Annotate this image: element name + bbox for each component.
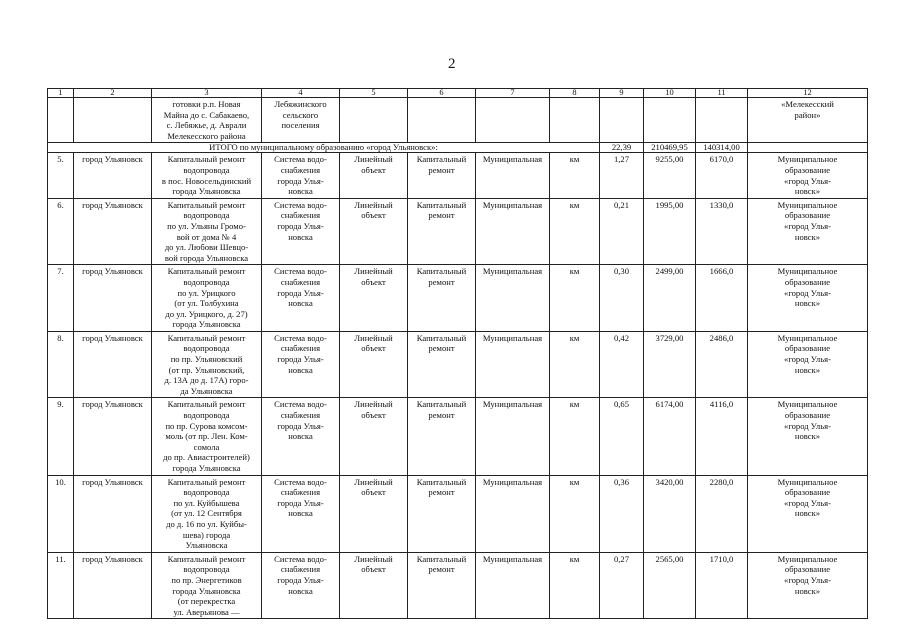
table-row — [48, 331, 868, 398]
object-name-cell: Капитальный ремонт водопровода по ул. Куйбышева (от ул. 12 Сентября до д. 16 по ул. Куйбы- шева) города Ульяновска — [152, 475, 262, 552]
unit-cell: км — [550, 265, 600, 332]
row-number-cell: 9. — [48, 398, 74, 475]
continuation-row — [48, 98, 868, 143]
table-cell — [696, 98, 748, 143]
table-row — [48, 398, 868, 475]
ownership-cell: Муниципальная — [476, 552, 550, 619]
row-number-cell: 8. — [48, 331, 74, 398]
total-length: 22,39 — [600, 143, 644, 153]
work-type-cell: Капитальный ремонт — [408, 475, 476, 552]
column-number-4: 4 — [262, 89, 340, 98]
column-number-7: 7 — [476, 89, 550, 98]
length-cell: 0,36 — [600, 475, 644, 552]
ownership-cell: Муниципальная — [476, 265, 550, 332]
unit-cell: км — [550, 398, 600, 475]
ownership-cell: Муниципальная — [476, 398, 550, 475]
system-cell: Система водо- снабжения города Улья- новска — [262, 265, 340, 332]
budget-cell: 1710,0 — [696, 552, 748, 619]
budget-cell: 1666,0 — [696, 265, 748, 332]
work-type-cell: Капитальный ремонт — [408, 398, 476, 475]
row-number-cell: 5. — [48, 153, 74, 198]
length-cell: 0,65 — [600, 398, 644, 475]
work-type-cell: Капитальный ремонт — [408, 153, 476, 198]
object-type-cell: Линейный объект — [340, 153, 408, 198]
table-row — [48, 265, 868, 332]
header-row — [48, 89, 868, 98]
city-cell: город Ульяновск — [74, 331, 152, 398]
table-cell — [340, 98, 408, 143]
ownership-cell: Муниципальная — [476, 331, 550, 398]
municipality-cell: Муниципальное образование «город Улья- новск» — [748, 398, 868, 475]
system-cell: Система водо- снабжения города Улья- новска — [262, 153, 340, 198]
system-cell: Система водо- снабжения города Улья- новска — [262, 552, 340, 619]
cost-cell: 2499,00 — [644, 265, 696, 332]
object-type-cell: Линейный объект — [340, 398, 408, 475]
work-type-cell: Капитальный ремонт — [408, 198, 476, 265]
table-cell — [48, 98, 74, 143]
budget-cell: 6170,0 — [696, 153, 748, 198]
unit-cell: км — [550, 552, 600, 619]
budget-cell: 2486,0 — [696, 331, 748, 398]
system-cell: Система водо- снабжения города Улья- новска — [262, 198, 340, 265]
column-number-3: 3 — [152, 89, 262, 98]
row-number-cell: 10. — [48, 475, 74, 552]
system-cell: Система водо- снабжения города Улья- новска — [262, 398, 340, 475]
unit-cell: км — [550, 475, 600, 552]
city-cell: город Ульяновск — [74, 475, 152, 552]
page-number: 2 — [448, 56, 456, 72]
table-cell — [408, 98, 476, 143]
total-cost: 210469,95 — [644, 143, 696, 153]
object-type-cell: Линейный объект — [340, 331, 408, 398]
system-cell: Система водо- снабжения города Улья- новска — [262, 475, 340, 552]
budget-cell: 1330,0 — [696, 198, 748, 265]
budget-cell: 2280,0 — [696, 475, 748, 552]
municipality-cell: «Мелекесский район» — [748, 98, 868, 143]
object-name-cell: Капитальный ремонт водопровода по ул. Ульяны Громо- вой от дома № 4 до ул. Любови Шевцо- вой города Ульяновска — [152, 198, 262, 265]
table-row — [48, 153, 868, 198]
row-number-cell: 7. — [48, 265, 74, 332]
object-name-cell: готовки р.п. Новая Майна до с. Сабакаево, с. Лебяжье, д. Аврали Мелекесского района — [152, 98, 262, 143]
table-cell — [550, 98, 600, 143]
total-row — [48, 143, 868, 153]
unit-cell: км — [550, 153, 600, 198]
cost-cell: 2565,00 — [644, 552, 696, 619]
municipality-cell: Муниципальное образование «город Улья- новск» — [748, 331, 868, 398]
table-row — [48, 475, 868, 552]
capital-repair-table — [47, 88, 868, 619]
column-number-6: 6 — [408, 89, 476, 98]
city-cell: город Ульяновск — [74, 552, 152, 619]
municipality-cell: Муниципальное образование «город Улья- новск» — [748, 265, 868, 332]
cost-cell: 9255,00 — [644, 153, 696, 198]
length-cell: 0,27 — [600, 552, 644, 619]
work-type-cell: Капитальный ремонт — [408, 331, 476, 398]
cost-cell: 6174,00 — [644, 398, 696, 475]
object-name-cell: Капитальный ремонт водопровода по пр. Ульяновский (от пр. Ульяновский, д. 13А до д. 17А) горо- да Ульяновска — [152, 331, 262, 398]
ownership-cell: Муниципальная — [476, 153, 550, 198]
total-cost-budget: 140314,00 — [696, 143, 748, 153]
row-number-cell: 6. — [48, 198, 74, 265]
unit-cell: км — [550, 198, 600, 265]
city-cell: город Ульяновск — [74, 153, 152, 198]
column-number-12: 12 — [748, 89, 868, 98]
object-type-cell: Линейный объект — [340, 475, 408, 552]
municipality-cell: Муниципальное образование «город Улья- новск» — [748, 475, 868, 552]
total-label: ИТОГО по муниципальному образованию «город Ульяновск»: — [48, 143, 600, 153]
object-type-cell: Линейный объект — [340, 265, 408, 332]
object-name-cell: Капитальный ремонт водопровода по пр. Энергетиков города Ульяновска (от перекрестка ул. Аверьянова — — [152, 552, 262, 619]
system-cell: Лебяжинского сельского поселения — [262, 98, 340, 143]
column-number-2: 2 — [74, 89, 152, 98]
city-cell: город Ульяновск — [74, 398, 152, 475]
budget-cell: 4116,0 — [696, 398, 748, 475]
cost-cell: 3420,00 — [644, 475, 696, 552]
table-cell — [748, 143, 868, 153]
column-number-8: 8 — [550, 89, 600, 98]
table-cell — [74, 98, 152, 143]
length-cell: 0,42 — [600, 331, 644, 398]
table-cell — [476, 98, 550, 143]
object-name-cell: Капитальный ремонт водопровода в пос. Новосельдинский города Ульяновска — [152, 153, 262, 198]
table-row — [48, 552, 868, 619]
city-cell: город Ульяновск — [74, 265, 152, 332]
column-number-1: 1 — [48, 89, 74, 98]
unit-cell: км — [550, 331, 600, 398]
municipality-cell: Муниципальное образование «город Улья- новск» — [748, 552, 868, 619]
ownership-cell: Муниципальная — [476, 475, 550, 552]
length-cell: 1,27 — [600, 153, 644, 198]
column-number-10: 10 — [644, 89, 696, 98]
table-cell — [600, 98, 644, 143]
length-cell: 0,21 — [600, 198, 644, 265]
table-body — [48, 89, 868, 619]
row-number-cell: 11. — [48, 552, 74, 619]
cost-cell: 3729,00 — [644, 331, 696, 398]
object-type-cell: Линейный объект — [340, 552, 408, 619]
municipality-cell: Муниципальное образование «город Улья- новск» — [748, 153, 868, 198]
object-type-cell: Линейный объект — [340, 198, 408, 265]
column-number-11: 11 — [696, 89, 748, 98]
ownership-cell: Муниципальная — [476, 198, 550, 265]
object-name-cell: Капитальный ремонт водопровода по пр. Сурова комсом- моль (от пр. Лен. Ком- сомола до пр. Авиастроителей) города Ульяновска — [152, 398, 262, 475]
column-number-9: 9 — [600, 89, 644, 98]
municipality-cell: Муниципальное образование «город Улья- новск» — [748, 198, 868, 265]
cost-cell: 1995,00 — [644, 198, 696, 265]
table-cell — [644, 98, 696, 143]
column-number-5: 5 — [340, 89, 408, 98]
table-row — [48, 198, 868, 265]
system-cell: Система водо- снабжения города Улья- новска — [262, 331, 340, 398]
work-type-cell: Капитальный ремонт — [408, 552, 476, 619]
work-type-cell: Капитальный ремонт — [408, 265, 476, 332]
object-name-cell: Капитальный ремонт водопровода по ул. Урицкого (от ул. Толбухина до ул. Урицкого, д. 27) города Ульяновска — [152, 265, 262, 332]
length-cell: 0,30 — [600, 265, 644, 332]
city-cell: город Ульяновск — [74, 198, 152, 265]
